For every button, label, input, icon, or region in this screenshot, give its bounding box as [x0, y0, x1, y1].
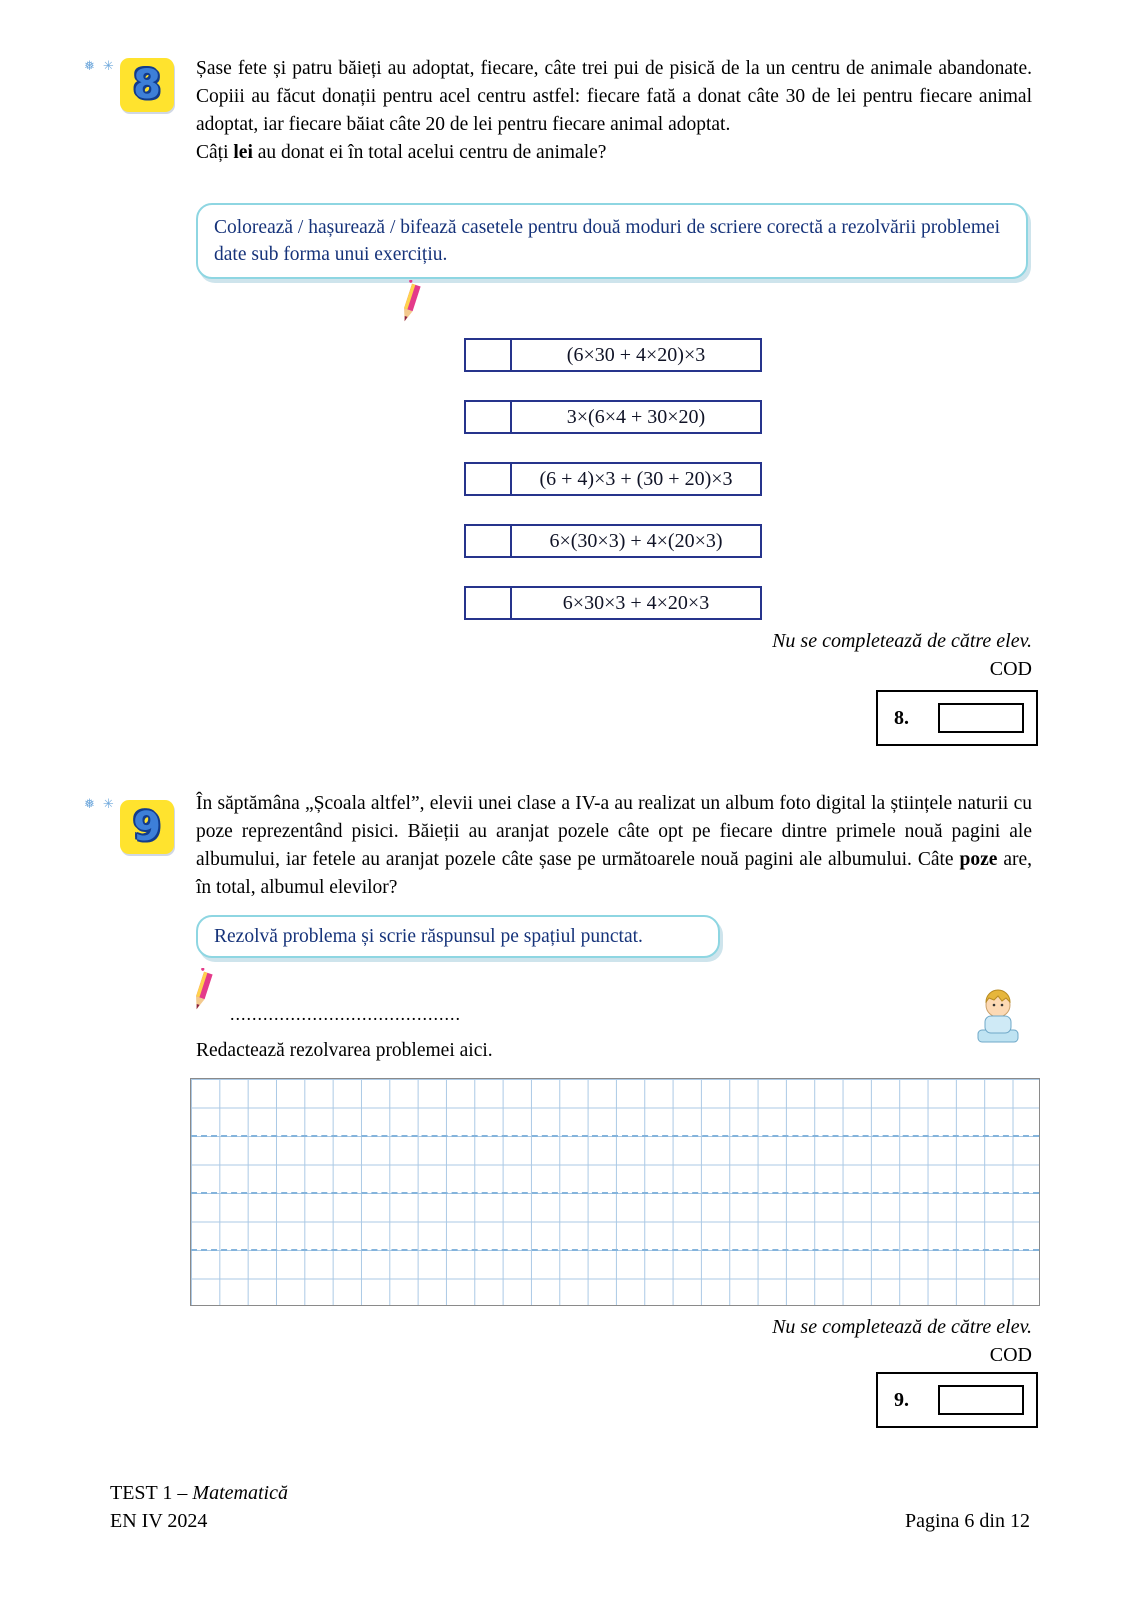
option-expression: (6 + 4)×3 + (30 + 20)×3	[512, 462, 762, 496]
sparkle-decoration: ❅ ✳	[84, 797, 116, 812]
cod-number: 9.	[894, 1388, 909, 1411]
redact-label: Redactează rezolvarea problemei aici.	[196, 1040, 493, 1061]
option-expression: 3×(6×4 + 30×20)	[512, 400, 762, 434]
dotted-answer-line[interactable]: ..........................................	[230, 1004, 461, 1024]
option-expression: 6×30×3 + 4×20×3	[512, 586, 762, 620]
cod-label: COD	[989, 658, 1032, 680]
answer-option-row	[464, 586, 762, 620]
question-9-badge: 9	[120, 800, 174, 854]
question-8-question-line: Câți lei au donat ei în total acelui centru de animale?	[196, 142, 607, 163]
option-checkbox[interactable]	[464, 462, 512, 496]
cod-label: COD	[989, 1344, 1032, 1366]
answer-option-row	[464, 400, 762, 434]
answer-option-row	[464, 338, 762, 372]
question-9-instruction-box: Rezolvă problema și scrie răspunsul pe spațiul punctat.	[196, 915, 720, 958]
dashed-rule	[191, 1249, 1039, 1251]
question-8-badge: 8	[120, 58, 174, 112]
footer-page-number: Pagina 6 din 12	[905, 1510, 1030, 1532]
cod-box-8	[876, 690, 1038, 746]
pencil-icon	[188, 968, 216, 1019]
pencil-icon	[396, 280, 424, 331]
answer-option-row	[464, 524, 762, 558]
writing-grid-area[interactable]	[190, 1078, 1040, 1306]
option-checkbox[interactable]	[464, 586, 512, 620]
option-checkbox[interactable]	[464, 400, 512, 434]
question-8-instruction-box: Colorează / hașurează / bifează casetele pentru două moduri de scriere corectă a rezolvării problemei date sub forma unui exercițiu.	[196, 203, 1028, 279]
grader-note: Nu se completează de către elev.	[772, 1316, 1032, 1338]
grader-note: Nu se completează de către elev.	[772, 630, 1032, 652]
question-8-paragraph: Șase fete și patru băieți au adoptat, fiecare, câte trei pui de pisică de la un centru de animale abandonate. Copiii au făcut donații pentru acel centru astfel: fiecare fată a donat câte 30 de lei pentru fiecare animal adoptat, iar fiecare băiat câte 20 de lei pentru fiecare animal adoptat.	[196, 58, 1032, 135]
question-9-paragraph: În săptămâna „Școala altfel”, elevii unei clase a IV-a au realizat un album foto digital la științele naturii cu poze reprezentând pisici. Băieții au aranjat pozele câte opt pe fiecare dintre primele nouă pagini ale albumului, iar fetele au aranjat pozele câte șase pe următoarele nouă pagini ale albumului. Câte poze are, în total, albumul elevilor?	[196, 793, 1032, 898]
option-checkbox[interactable]	[464, 338, 512, 372]
footer-edition: EN IV 2024	[110, 1510, 208, 1532]
option-expression: 6×(30×3) + 4×(20×3)	[512, 524, 762, 558]
option-expression: (6×30 + 4×20)×3	[512, 338, 762, 372]
child-illustration	[966, 988, 1026, 1051]
dashed-rule	[191, 1135, 1039, 1137]
answer-option-row	[464, 462, 762, 496]
footer-test-title: TEST 1 – Matematică	[110, 1482, 288, 1504]
option-checkbox[interactable]	[464, 524, 512, 558]
cod-box-9	[876, 1372, 1038, 1428]
sparkle-decoration: ❅ ✳	[84, 59, 116, 74]
dashed-rule	[191, 1192, 1039, 1194]
cod-number: 8.	[894, 706, 909, 729]
cod-field[interactable]	[938, 703, 1024, 733]
question-9-text	[196, 790, 1032, 902]
cod-field[interactable]	[938, 1385, 1024, 1415]
